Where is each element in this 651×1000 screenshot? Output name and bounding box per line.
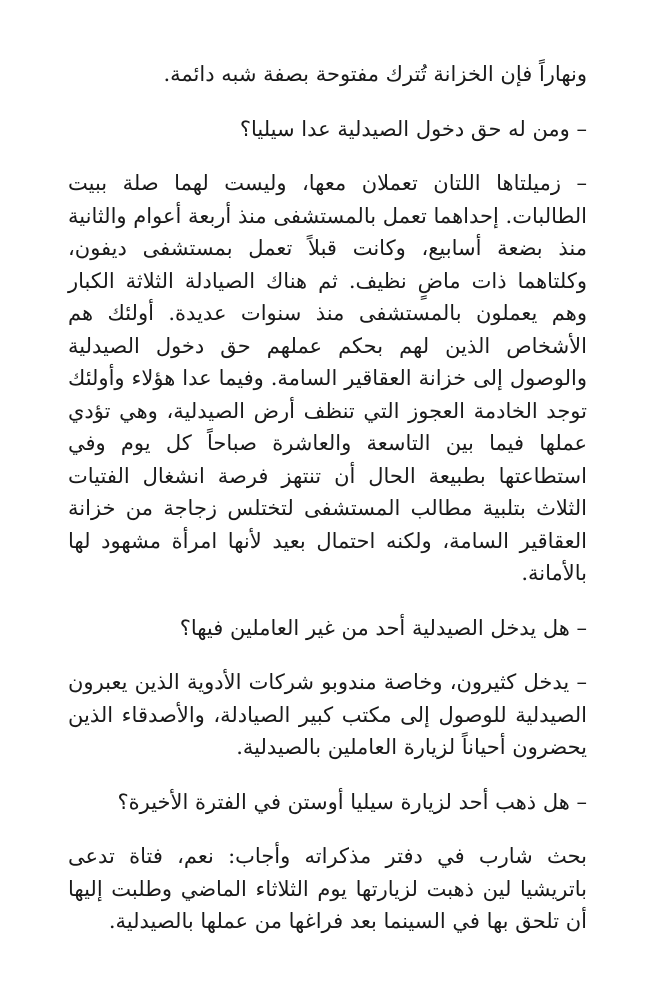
paragraph-continuation: ونهاراً فإن الخزانة تُترك مفتوحة بصفة شبه دائمة. bbox=[163, 62, 587, 86]
dialogue-question-access: – ومن له حق دخول الصيدلية عدا سيليا؟ bbox=[239, 116, 587, 141]
narration-sharp-notebook: بحث شارب في دفتر مذكراته وأجاب: نعم، فتاة تدعى باتريشيا لين ذهبت لزيارتها يوم الثلاثاء الماضي وطلبت إليها أن تلحق بها في السينما بعد فراغها من عملها بالصيدلية. bbox=[68, 844, 587, 933]
dialogue-question-recent-visit: – هل ذهب أحد لزيارة سيليا أوستن في الفترة الأخيرة؟ bbox=[117, 789, 587, 814]
dialogue-question-outsiders: – هل يدخل الصيدلية أحد من غير العاملين فيها؟ bbox=[179, 615, 587, 640]
dialogue-answer-visitors: – يدخل كثيرون، وخاصة مندوبو شركات الأدوية الذين يعبرون الصيدلية للوصول إلى مكتب كبير الصيادلة، والأصدقاء الذين يحضرون أحياناً لزيارة العاملين بالصيدلية. bbox=[68, 670, 587, 759]
dialogue-answer-colleagues: – زميلتاها اللتان تعملان معها، وليست لهما صلة ببيت الطالبات. إحداهما تعمل بالمستشفى منذ أربعة أعوام والثانية منذ بضعة أسابيع، وكانت قبلاً تعمل بمستشفى ديفون، وكلتاهما ذات ماضٍ نظيف. ثم هناك الصيادلة الثلاثة الكبار وهم يعملون بالمستشفى منذ سنوات عديدة. أولئك هم الأشخاص الذين لهم بحكم عملهم حق دخول الصيدلية والوصول إلى خزانة العقاقير السامة. وفيما عدا هؤلاء وأولئك توجد الخادمة العجوز التي تنظف أرض الصيدلية، وهي تؤدي عملها فيما بين التاسعة والعاشرة صباحاً كل يوم وفي استطاعتها بطبيعة الحال أن تنتهز فرصة انشغال الفتيات الثلاث بتلبية مطالب المستشفى لتختلس زجاجة من خزانة العقاقير السامة، ولكنه احتمال بعيد لأنها امرأة مشهود لها بالأمانة. bbox=[68, 171, 587, 585]
